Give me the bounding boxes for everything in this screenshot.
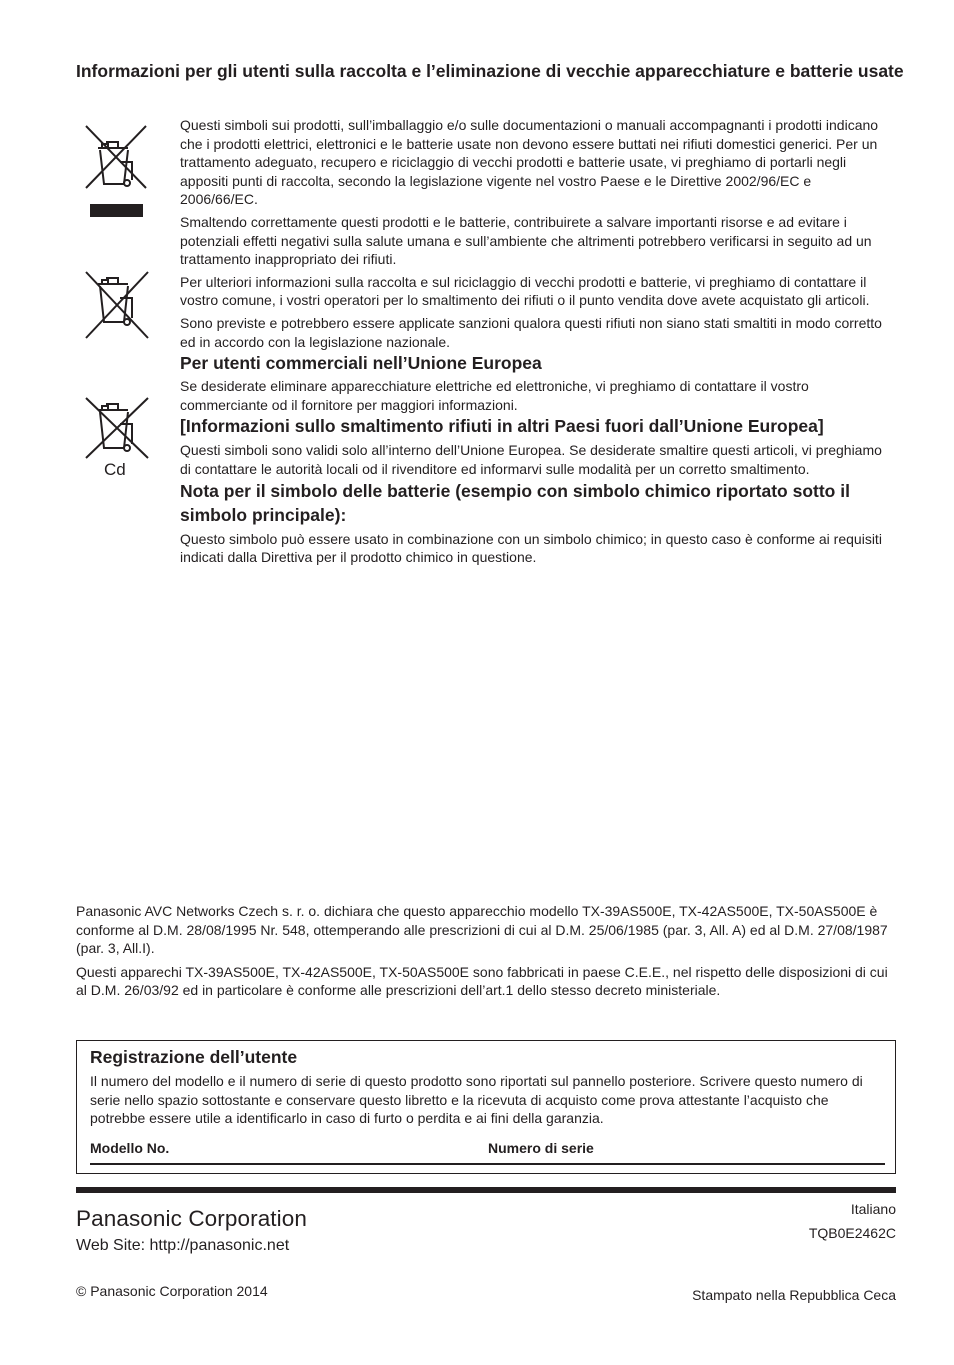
crossed-bin-with-bar-icon <box>80 122 156 222</box>
website-link[interactable]: Web Site: http://panasonic.net <box>76 1237 290 1254</box>
crossed-bin-cd-icon <box>80 396 156 479</box>
crossed-bin-icon <box>80 270 156 342</box>
model-number-label: Modello No. <box>90 1140 170 1156</box>
disposal-info <box>180 116 892 571</box>
serial-number-label: Numero di serie <box>488 1140 594 1156</box>
non-eu-heading: [Informazioni sullo smaltimento rifiuti in altri Paesi fuori dall’Unione Europea] <box>180 416 824 437</box>
registration-title: Registrazione dell’utente <box>90 1047 298 1067</box>
declaration-paragraph-1: Panasonic AVC Networks Czech s. r. o. dichiara che questo apparecchio modello TX-39AS500E, TX-42AS500E, TX-50AS500E è conforme al D.M. 28/08/1995 Nr. 548, ottemperando alle prescrizioni di cui al D.M. 25/06/1985 (par. 3, All. A) ed al D.M. 27/08/1987 (par. 3, All.I). <box>76 903 888 957</box>
eu-business-text: Se desiderate eliminare apparecchiature elettriche ed elettroniche, vi preghiamo di contattare il vostro commerciante od il fornitore per maggiori informazioni. <box>180 378 809 413</box>
battery-symbol-heading: Nota per il simbolo delle batterie (esempio con simbolo chimico riportato sotto il simbolo principale): <box>180 480 850 525</box>
main-heading: Informazioni per gli utenti sulla raccolta e l’eliminazione di vecchie apparecchiature e batterie usate <box>76 61 904 81</box>
printed-in: Stampato nella Repubblica Ceca <box>692 1287 896 1303</box>
brand-name: Panasonic Corporation <box>76 1206 307 1231</box>
disposal-paragraph-2: Smaltendo correttamente questi prodotti e le batterie, contribuirete a salvare importanti risorse e ad evitare i potenziali effetti negativi sulla salute umana e sull’ambiente che altrimenti potrebbero verificarsi in seguito ad un trattamento inappropriato dei rifiuti. <box>180 213 872 268</box>
battery-symbol-text: Questo simbolo può essere usato in combinazione con un simbolo chimico; in questo caso è conforme ai requisiti indicati dalla Direttiva per il prodotto chimico in questione. <box>180 530 882 566</box>
non-eu-text: Questi simboli sono validi solo all’interno dell’Unione Europea. Se desiderate smaltire questi articoli, vi preghiamo di contattare le autorità locali od il rivenditore ed informarvi sulle modalità per un corretto smaltimento. <box>180 442 882 477</box>
chemical-symbol-label: Cd <box>104 460 126 479</box>
registration-write-line <box>90 1163 885 1165</box>
footer-divider <box>76 1187 896 1193</box>
disposal-paragraph-3: Per ulteriori informazioni sulla raccolta e sul riciclaggio di vecchi prodotti e batterie, vi preghiamo di contattare il vostro comune, i vostri operatori per lo smaltimento dei rifiuti o il punto vendita dove avete acquistato gli articoli. <box>180 273 870 309</box>
language-label: Italiano <box>850 1201 896 1217</box>
eu-business-heading: Per utenti commerciali nell’Unione Europea <box>180 353 542 374</box>
registration-box <box>76 1040 896 1174</box>
document-code: TQB0E2462C <box>808 1225 896 1241</box>
registration-text: Il numero del modello e il numero di serie di questo prodotto sono riportati sul pannello posteriore. Scrivere questo numero di serie nello spazio sottostante e conservare questo libretto e la ricevuta di acquisto come prova attestante l’acquisto che potrebbe essere utile a identificarlo in caso di furto o perdita e ai fini della garanzia. <box>90 1073 863 1127</box>
conformity-declaration <box>76 902 896 1005</box>
declaration-paragraph-2: Questi apparechi TX-39AS500E, TX-42AS500E, TX-50AS500E sono fabbricati in paese C.E.E., nel rispetto delle disposizioni di cui al D.M. 26/03/92 ed in particolare è conforme alle prescrizioni dell’art.1 dello stesso decreto ministeriale. <box>76 963 888 999</box>
disposal-paragraph-1: Questi simboli sui prodotti, sull’imballaggio e/o sulle documentazioni o manuali accompagnanti i prodotti indicano che i prodotti elettrici, elettronici e le batterie usate non devono essere buttati nei rifiuti domestici generici. Per un trattamento adeguato, recupero e riciclaggio di vecchi prodotti e batterie usate, vi preghiamo di portarli negli appositi punti di raccolta, secondo la legislazione vigente nel vostro Paese e le Direttive 2002/96/EC e 2006/66/EC. <box>180 117 879 208</box>
disposal-paragraph-4: Sono previste e potrebbero essere applicate sanzioni qualora questi rifiuti non siano stati smaltiti in modo corretto ed in accordo con la legislazione nazionale. <box>180 314 882 350</box>
copyright: © Panasonic Corporation 2014 <box>76 1283 268 1299</box>
